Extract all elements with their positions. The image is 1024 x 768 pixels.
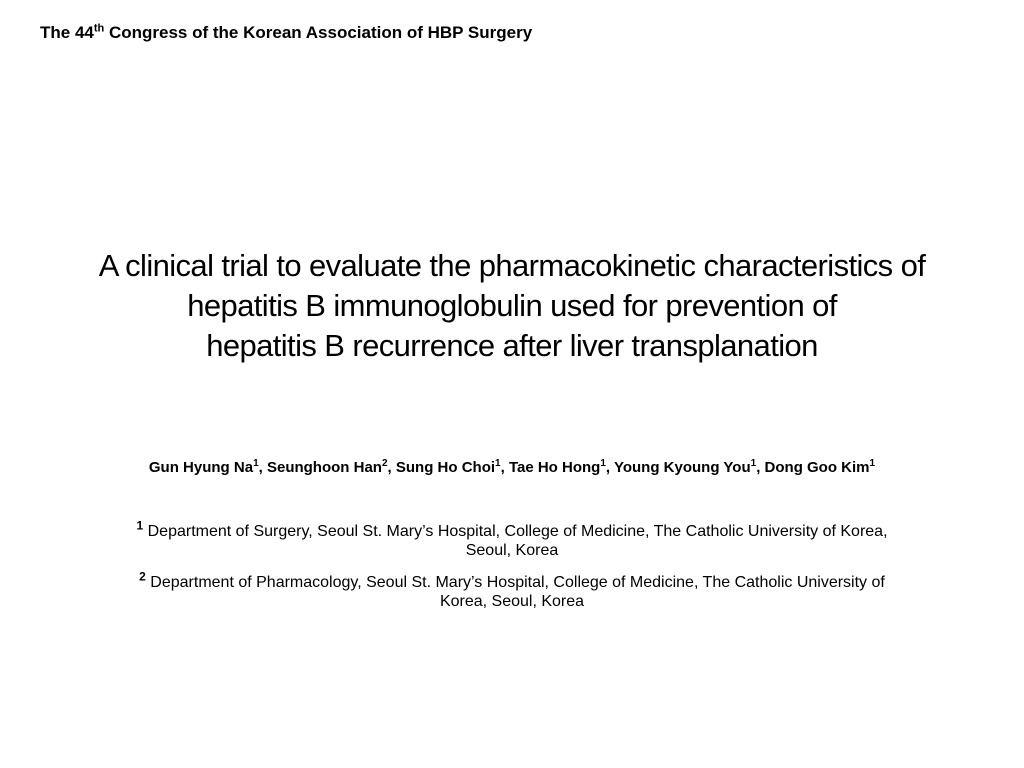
affiliation-text: Department of Pharmacology, Seoul St. Mary’s Hospital, College of Medicine, The Catholic University of <box>145 574 885 591</box>
affiliation-2 <box>40 569 984 611</box>
congress-ordinal-suffix: th <box>93 22 105 35</box>
presentation-title <box>20 246 1004 366</box>
author-separator: , <box>387 459 396 476</box>
author-affiliation-mark: 2 <box>381 458 388 469</box>
affiliation-text: Department of Surgery, Seoul St. Mary’s Hospital, College of Medicine, The Catholic University of Korea, <box>143 523 888 540</box>
author-name: Sung Ho Choi <box>395 459 496 476</box>
title-line-3: hepatitis B recurrence after liver transplanation <box>206 328 818 363</box>
author-separator: , <box>500 459 509 476</box>
author-affiliation-mark: 1 <box>750 458 757 469</box>
affiliation-2-line-1 <box>40 569 984 592</box>
author-affiliation-mark: 1 <box>495 458 501 469</box>
affiliation-1-line-1 <box>40 518 984 541</box>
affiliation-1 <box>40 518 984 560</box>
author-name: Dong Goo Kim <box>764 459 870 476</box>
affiliation-number: 1 <box>136 518 144 533</box>
affiliation-2-line-2: Korea, Seoul, Korea <box>439 593 585 610</box>
author-name: Tae Ho Hong <box>508 459 601 476</box>
congress-name: Congress of the Korean Association of HBP Surgery <box>104 23 533 42</box>
congress-header <box>40 18 532 48</box>
title-line-2: hepatitis B immunoglobulin used for prevention of <box>187 288 837 323</box>
author-list <box>20 456 1004 480</box>
title-line-1: A clinical trial to evaluate the pharmacokinetic characteristics of <box>98 248 926 283</box>
author-name: Seunghoon Han <box>266 459 382 476</box>
author-affiliation-mark: 1 <box>253 458 259 469</box>
author-name: Gun Hyung Na <box>148 459 254 476</box>
author-affiliation-mark: 1 <box>600 458 606 469</box>
author-affiliation-mark: 1 <box>869 458 876 469</box>
affiliation-number: 2 <box>139 569 146 584</box>
author-separator: , <box>605 459 614 476</box>
author-separator: , <box>756 459 765 476</box>
congress-prefix: The 44 <box>40 23 94 42</box>
author-separator: , <box>258 459 267 476</box>
affiliation-1-line-2: Seoul, Korea <box>465 542 559 559</box>
author-name: Young Kyoung You <box>613 459 751 476</box>
